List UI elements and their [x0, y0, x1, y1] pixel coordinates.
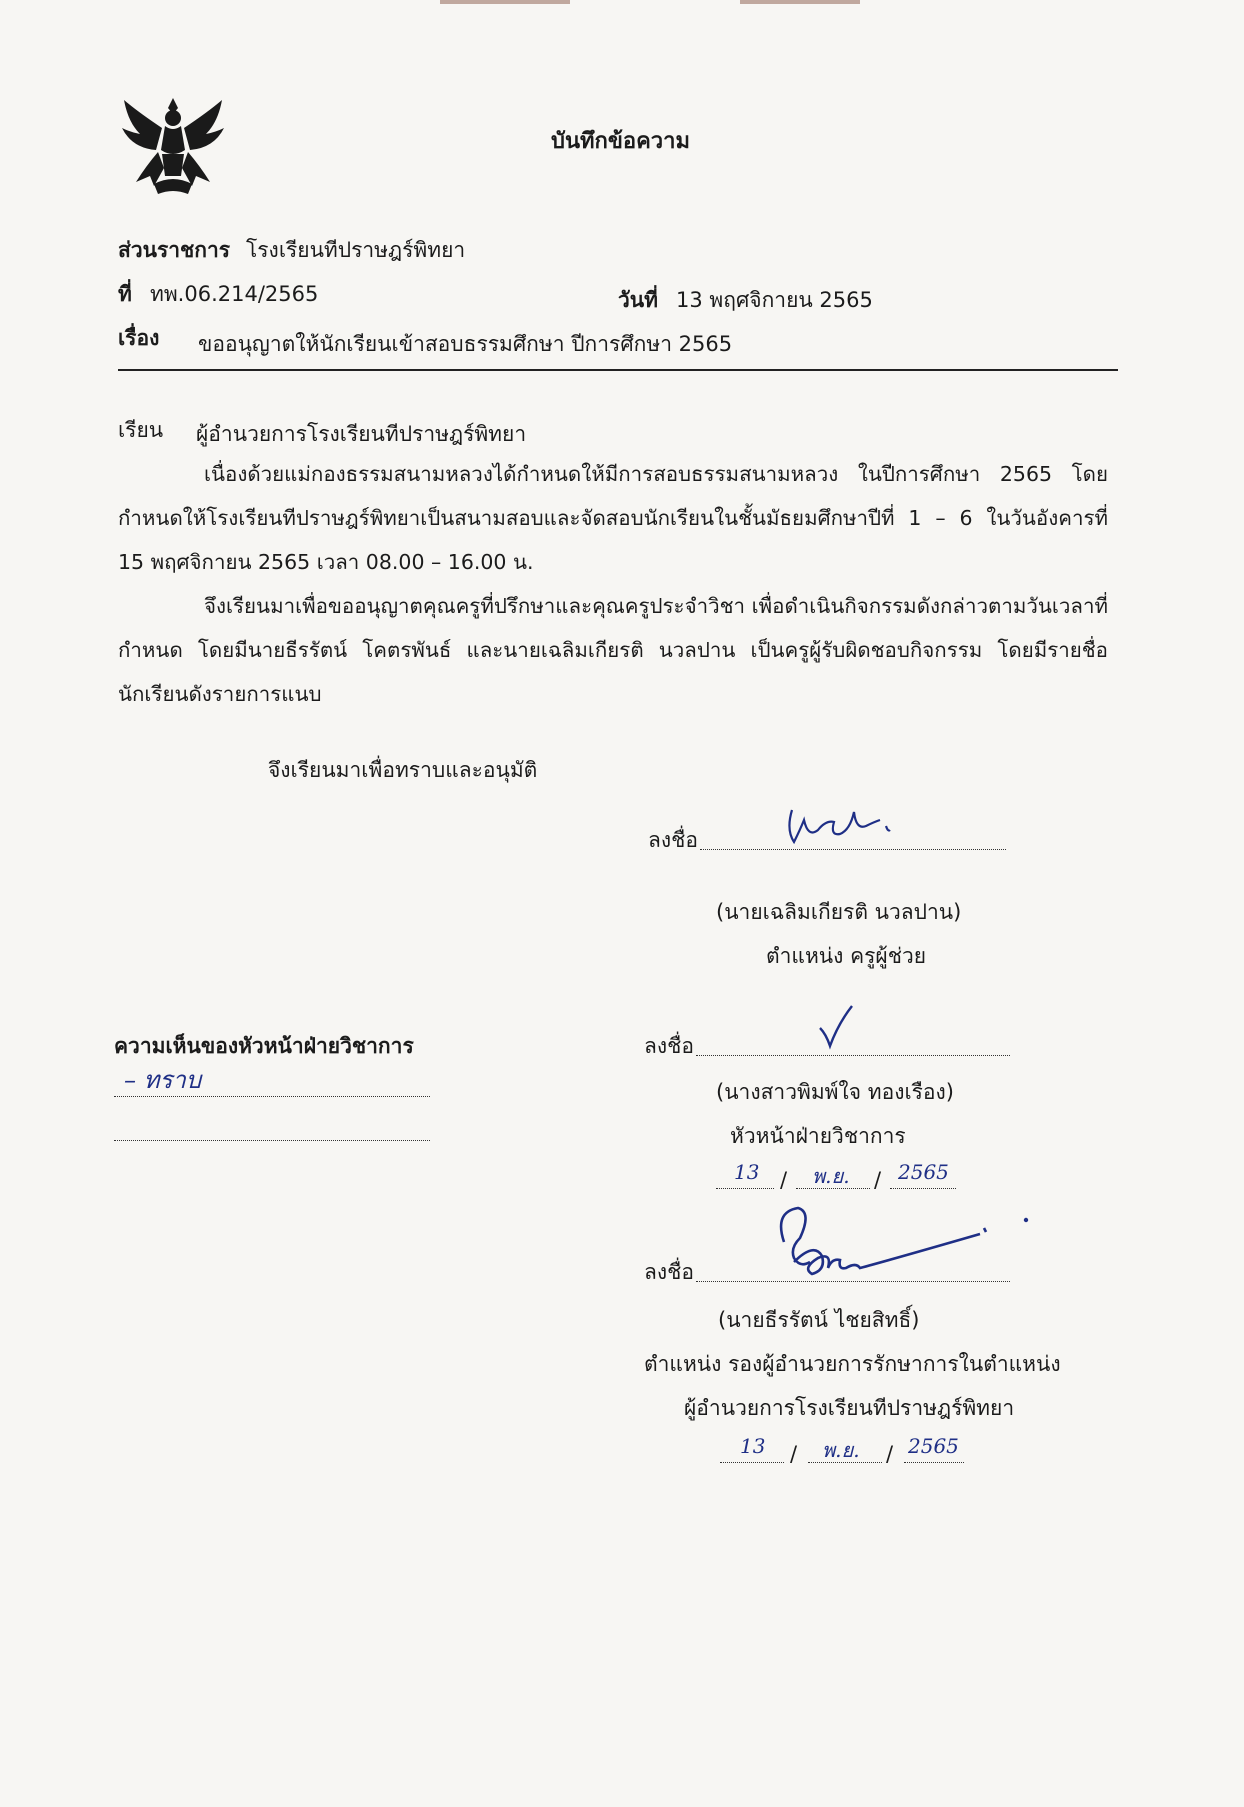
date-separator: / [790, 1442, 798, 1466]
scan-edge-mark [740, 0, 860, 4]
signer-2-name: (นางสาวพิมพ์ใจ ทองเรือง) [716, 1080, 954, 1104]
body-paragraph-1 [118, 452, 1108, 584]
body-paragraph-2 [118, 584, 1108, 716]
opinion-line-1 [114, 1096, 430, 1097]
ref-value: ทพ.06.214/2565 [150, 282, 319, 306]
s3-date-day: 13 [740, 1434, 766, 1458]
signer-1-position: ตำแหน่ง ครูผู้ช่วย [766, 944, 927, 968]
to-label: เรียน [118, 418, 164, 442]
subject-label: เรื่อง [118, 326, 160, 350]
signer-3-name: (นายธีรรัตน์ ไชยสิทธิ์) [718, 1308, 920, 1332]
s3-date-year: 2565 [908, 1434, 959, 1458]
garuda-emblem-icon [118, 92, 228, 202]
scan-edge-mark [440, 0, 570, 4]
signer-2-position: หัวหน้าฝ่ายวิชาการ [730, 1124, 906, 1148]
header-divider [118, 369, 1118, 371]
s3-date-month: พ.ย. [822, 1438, 860, 1462]
subject-value: ขออนุญาตให้นักเรียนเข้าสอบธรรมศึกษา ปีการศึกษา 2565 [198, 332, 733, 356]
opinion-label: ความเห็นของหัวหน้าฝ่ายวิชาการ [114, 1034, 414, 1058]
date-separator: / [874, 1168, 882, 1192]
memo-title: บันทึกข้อความ [551, 129, 691, 154]
sign-label-2: ลงชื่อ [644, 1034, 694, 1058]
s2-date-month: พ.ย. [812, 1164, 850, 1188]
sign-label-1: ลงชื่อ [648, 828, 698, 852]
s2-date-day: 13 [734, 1160, 760, 1184]
closing-line: จึงเรียนมาเพื่อทราบและอนุมัติ [268, 758, 538, 782]
s2-date-year-line [890, 1188, 956, 1189]
signer-1-name: (นายเฉลิมเกียรติ นวลปาน) [716, 900, 962, 924]
s2-date-year: 2565 [898, 1160, 949, 1184]
body-paragraph-1-text: เนื่องด้วยแม่กองธรรมสนามหลวงได้กำหนดให้มีการสอบธรรมสนามหลวง ในปีการศึกษา 2565 โดยกำหนดให้โรงเรียนทีปราษฎร์พิทยาเป็นสนามสอบและจัดสอบนักเรียนในชั้นมัธยมศึกษาปีที่ 1 – 6 ในวันอังคารที่ 15 พฤศจิกายน 2565 เวลา 08.00 – 16.00 น. [118, 462, 1108, 574]
opinion-line-2 [114, 1140, 430, 1141]
ref-label: ที่ [118, 282, 132, 306]
s3-date-day-line [720, 1462, 784, 1463]
date-separator: / [780, 1168, 788, 1192]
signature-2-icon [806, 1004, 866, 1054]
opinion-handwritten: – ทราบ [124, 1066, 202, 1094]
to-value: ผู้อำนวยการโรงเรียนทีปราษฎร์พิทยา [196, 422, 527, 446]
agency-label: ส่วนราชการ [118, 238, 231, 262]
sign-label-3: ลงชื่อ [644, 1260, 694, 1284]
signature-1-icon [784, 800, 904, 850]
signer-3-position-2: ผู้อำนวยการโรงเรียนทีปราษฎร์พิทยา [684, 1396, 1015, 1420]
s3-date-year-line [904, 1462, 964, 1463]
date-separator: / [886, 1442, 894, 1466]
s2-date-day-line [716, 1188, 774, 1189]
signer-3-position-1: ตำแหน่ง รองผู้อำนวยการรักษาการในตำแหน่ง [644, 1352, 1061, 1376]
body-paragraph-2-text: จึงเรียนมาเพื่อขออนุญาตคุณครูที่ปรึกษาและคุณครูประจำวิชา เพื่อดำเนินกิจกรรมดังกล่าวตามวันเวลาที่กำหนด โดยมีนายธีรรัตน์ โคตรพันธ์ และนายเฉลิมเกียรติ นวลปาน เป็นครูผู้รับผิดชอบกิจกรรม โดยมีรายชื่อนักเรียนดังรายการแนบ [118, 594, 1108, 706]
date-label: วันที่ [618, 288, 658, 312]
sign-line-2 [696, 1055, 1010, 1056]
agency-value: โรงเรียนทีปราษฎร์พิทยา [246, 238, 466, 262]
date-value: 13 พฤศจิกายน 2565 [676, 288, 873, 312]
signature-3-icon [762, 1196, 1032, 1286]
